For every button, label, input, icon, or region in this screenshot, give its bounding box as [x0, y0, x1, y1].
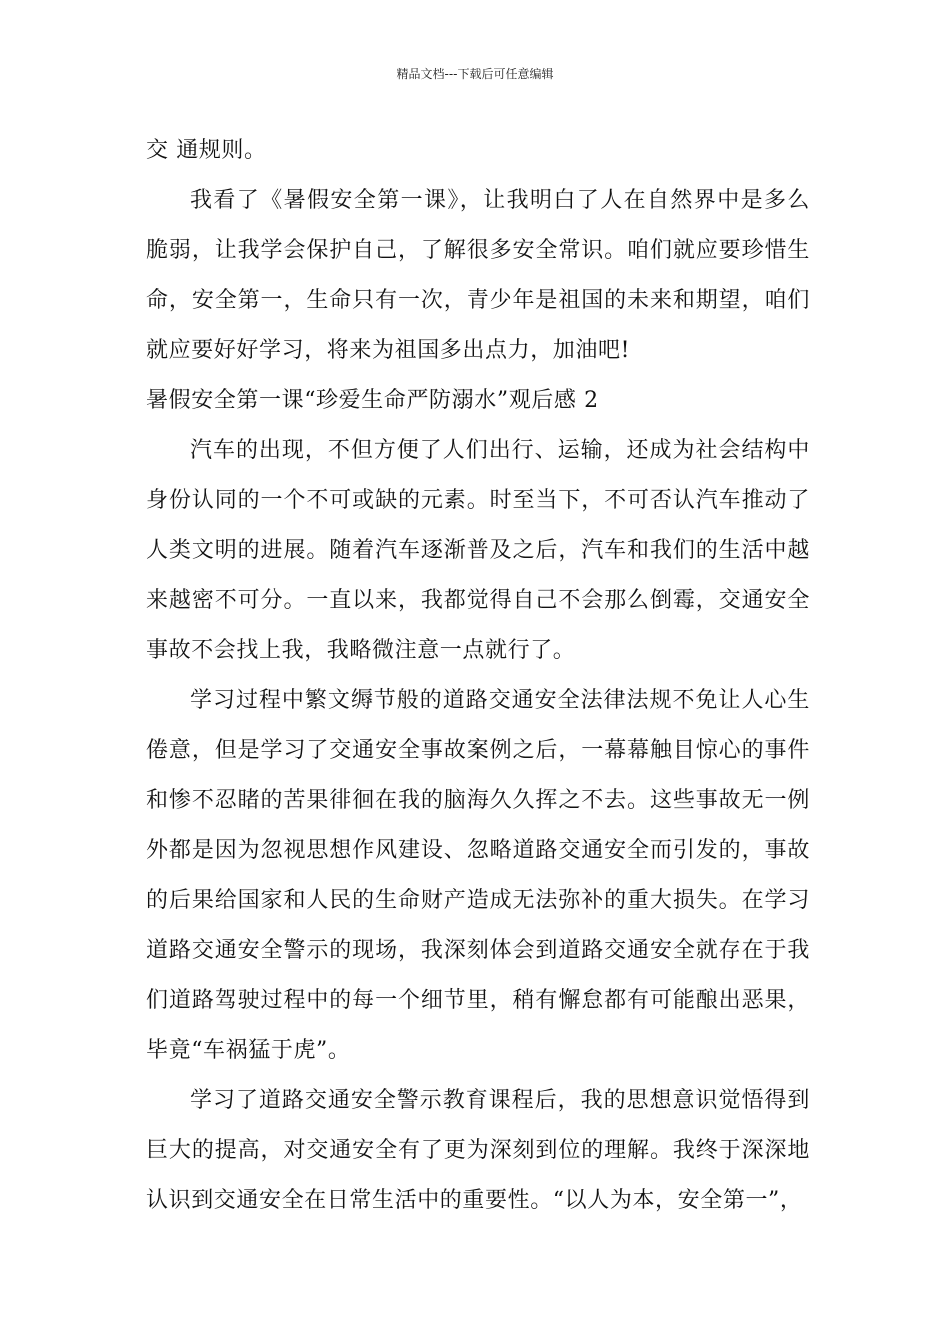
page-header: 精品文档---下载后可任意编辑 [396, 67, 554, 81]
paragraph-3: 学习过程中繁文缛节般的道路交通安全法律法规不免让人心生倦意，但是学习了交通安全事故案例之后，一幕幕触目惊心的事件和惨不忍睹的苦果徘徊在我的脑海久久挥之不去。这些事故无一例外都是因为忽视思想作风建设、忽略道路交通安全而引发的，事故的后果给国家和人民的生命财产造成无法弥补的重大损失。在学习道路交通安全警示的现场，我深刻体会到道路交通安全就存在于我们道路驾驶过程中的每一个细节里，稍有懈怠都有可能酿出恶果，毕竟“车祸猛于虎”。 [146, 688, 810, 1063]
section-title: 暑假安全第一课“珍爱生命严防溺水”观后感 2 [146, 388, 599, 413]
paragraph-2: 汽车的出现，不但方便了人们出行、运输，还成为社会结构中身份认同的一个不可或缺的元素。时至当下，不可否认汽车推动了人类文明的进展。随着汽车逐渐普及之后，汽车和我们的生活中越来越密不可分。一直以来，我都觉得自己不会那么倒霉，交通安全事故不会找上我，我略微注意一点就行了。 [146, 438, 810, 663]
continuation-line: 交 通规则。 [146, 138, 267, 163]
document-body [146, 126, 810, 1226]
paragraph-4: 学习了道路交通安全警示教育课程后，我的思想意识觉悟得到巨大的提高，对交通安全有了更为深刻到位的理解。我终于深深地认识到交通安全在日常生活中的重要性。“以人为本，安全第一”， [146, 1088, 810, 1213]
paragraph-1: 我看了《暑假安全第一课》，让我明白了人在自然界中是多么脆弱，让我学会保护自己，了解很多安全常识。咱们就应要珍惜生命，安全第一，生命只有一次，青少年是祖国的未来和期望，咱们就应要好好学习，将来为祖国多出点力，加油吧! [146, 188, 810, 363]
